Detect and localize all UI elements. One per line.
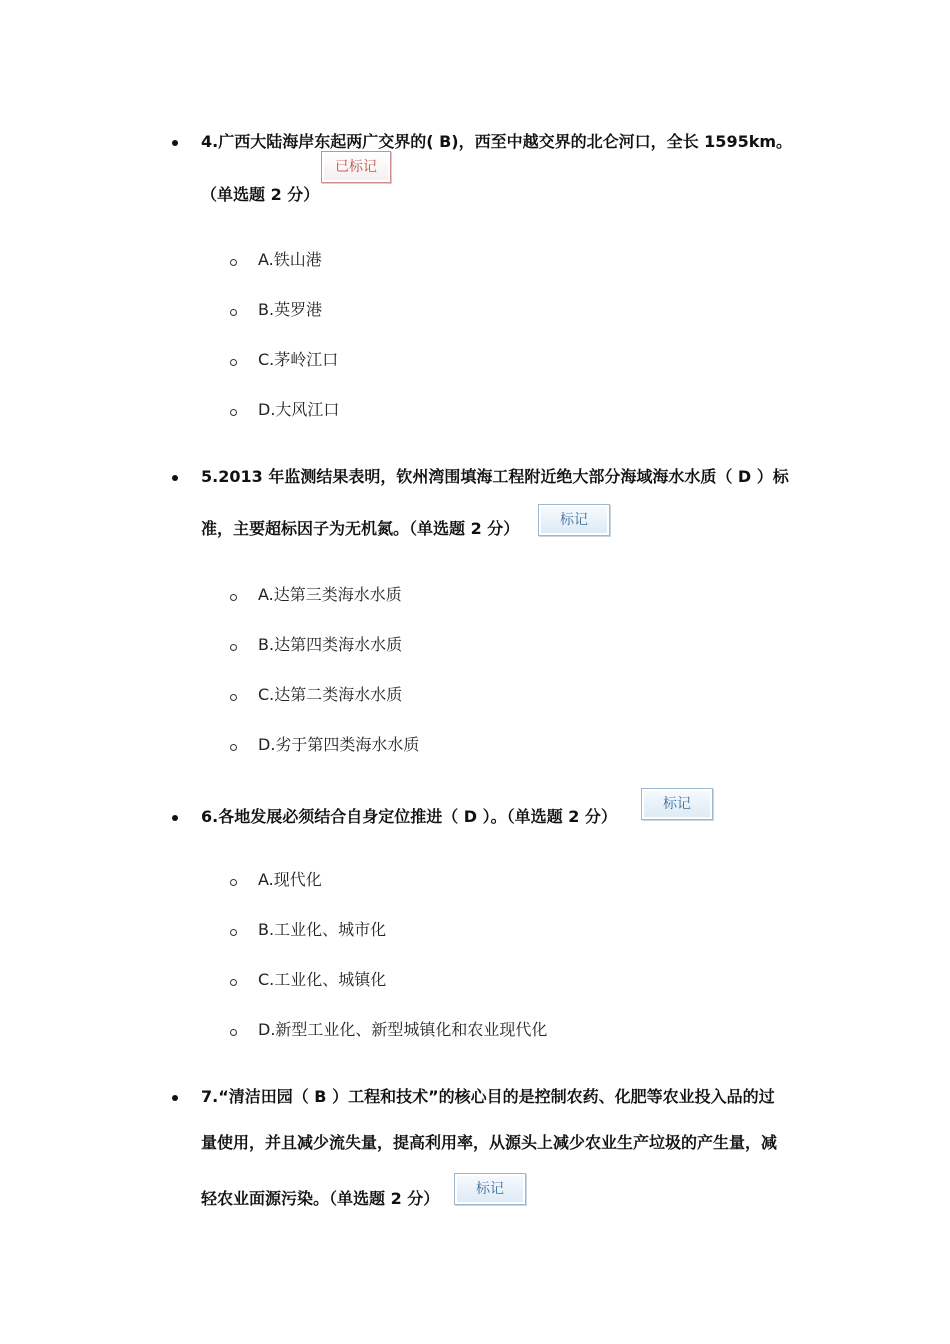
option-a[interactable]: A.达第三类海水水质 <box>258 585 402 604</box>
option-a[interactable]: A.铁山港 <box>258 250 322 269</box>
mark-button[interactable]: 标记 <box>538 504 610 536</box>
option-b[interactable]: B.达第四类海水水质 <box>258 635 403 654</box>
option-b[interactable]: B.英罗港 <box>258 300 323 319</box>
question-4-text-line-1: 4.广西大陆海岸东起两广交界的( B)，西至中越交界的北仑河口，全长 1595km。 <box>201 132 793 151</box>
mark-button[interactable]: 标记 <box>454 1173 526 1205</box>
option-c[interactable]: C.达第二类海水水质 <box>258 685 403 704</box>
radio-option-icon[interactable] <box>230 594 237 601</box>
option-c[interactable]: C.工业化、城镇化 <box>258 970 387 989</box>
option-d[interactable]: D.新型工业化、新型城镇化和农业现代化 <box>258 1020 548 1039</box>
radio-option-icon[interactable] <box>230 359 237 366</box>
option-d[interactable]: D.劣于第四类海水水质 <box>258 735 420 754</box>
question-6-text-line-1: 6.各地发展必须结合自身定位推进（ D ）。（单选题 2 分） <box>201 807 617 826</box>
radio-option-icon[interactable] <box>230 929 237 936</box>
radio-option-icon[interactable] <box>230 979 237 986</box>
radio-option-icon[interactable] <box>230 694 237 701</box>
radio-option-icon[interactable] <box>230 879 237 886</box>
marked-button[interactable]: 已标记 <box>321 151 391 183</box>
radio-option-icon[interactable] <box>230 744 237 751</box>
question-7-text-line-2: 量使用，并且减少流失量，提高利用率，从源头上减少农业生产垃圾的产生量，减 <box>201 1133 778 1152</box>
question-bullet <box>172 1095 178 1101</box>
radio-option-icon[interactable] <box>230 309 237 316</box>
option-d[interactable]: D.大风江口 <box>258 400 340 419</box>
question-7-text-line-3: 轻农业面源污染。（单选题 2 分） <box>201 1189 440 1208</box>
question-5-text-line-2: 准，主要超标因子为无机氮。（单选题 2 分） <box>201 519 520 538</box>
question-bullet <box>172 475 178 481</box>
option-c[interactable]: C.茅岭江口 <box>258 350 339 369</box>
question-5-text-line-1: 5.2013 年监测结果表明，钦州湾围填海工程附近绝大部分海域海水水质（ D ）标 <box>201 467 789 486</box>
question-bullet <box>172 140 178 146</box>
question-bullet <box>172 815 178 821</box>
mark-button[interactable]: 标记 <box>641 788 713 820</box>
radio-option-icon[interactable] <box>230 1029 237 1036</box>
radio-option-icon[interactable] <box>230 259 237 266</box>
option-b[interactable]: B.工业化、城市化 <box>258 920 387 939</box>
option-a[interactable]: A.现代化 <box>258 870 322 889</box>
radio-option-icon[interactable] <box>230 644 237 651</box>
question-7-text-line-1: 7.“清洁田园（ B ）工程和技术”的核心目的是控制农药、化肥等农业投入品的过 <box>201 1087 775 1106</box>
question-4-text-line-2: （单选题 2 分） <box>201 185 320 204</box>
radio-option-icon[interactable] <box>230 409 237 416</box>
